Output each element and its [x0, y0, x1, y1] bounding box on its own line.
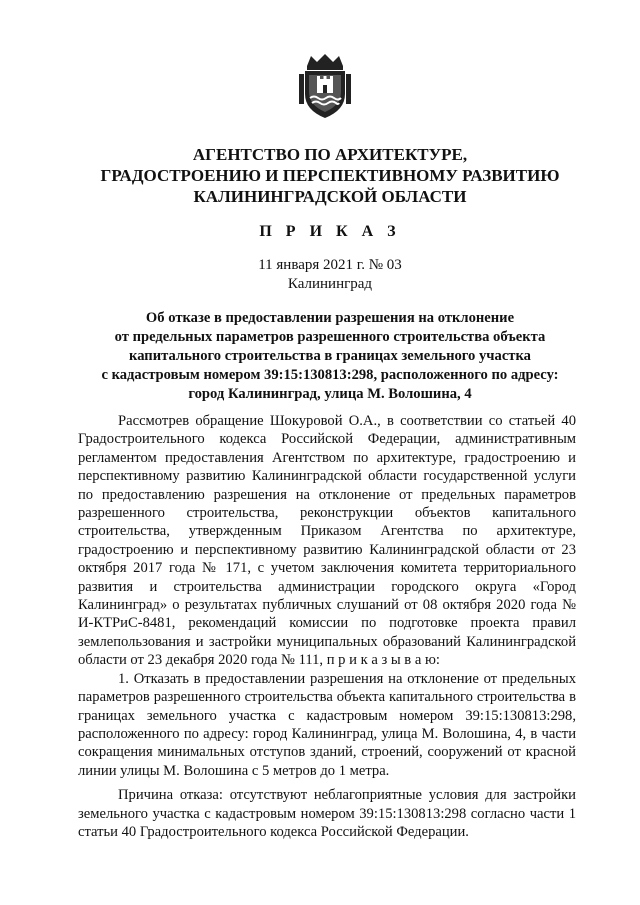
title-line: от предельных параметров разрешенного строительства объекта: [114, 329, 546, 345]
preamble-text: Рассмотрев обращение Шокуровой О.А., в соответствии со статьей 40 Градостроительного кодекса Российской Федерации, административным регламентом предоставления Агентством по архитектуре, градостроению и перспективному развитию Калининградской области государственной услуги по предоставлению разрешения на отклонение от предельных параметров разрешенного строительства, реконструкции объектов капитального строительства, утвержденным Приказом Агентства по архитектуре, градостроению и перспективному развитию Калининградской области от 23 октября 2017 года № 171, с учетом заключения комитета территориального развития и строительства администрации городского округа «Город Калининград» о результатах публичных слушаний от 08 октября 2020 года № И-КТРиС-8481, рекомендаций комиссии по подготовке проекта правил землепользования и застройки муниципальных образований Калининградской области от 23 декабря 2020 года № 111,: [78, 413, 576, 669]
paragraph-reason: Причина отказа: отсутствуют неблагоприятные условия для застройки земельного участка с кадастровым номером 39:15:130813:298 согласно части 1 статьи 40 Градостроительного кодекса Российской Федерации.: [78, 787, 576, 840]
title-line: Об отказе в предоставлении разрешения на отклонение: [145, 310, 515, 326]
agency-line: ГРАДОСТРОЕНИЮ И ПЕРСПЕКТИВНОМУ РАЗВИТИЮ: [100, 166, 560, 185]
date-block: [60, 256, 600, 294]
doc-type: П Р И К А З: [259, 223, 401, 240]
coat-of-arms-icon: [297, 52, 353, 120]
order-word: п р и к а з ы в а ю:: [326, 652, 440, 669]
title-line: капитального строительства в границах земельного участка: [129, 348, 531, 364]
paragraph-preamble: [78, 412, 576, 670]
document-body: [78, 412, 576, 841]
title-line: город Калининград, улица М. Волошина, 4: [188, 386, 472, 402]
document-title: [60, 309, 600, 404]
date-number: 11 января 2021 г. № 03: [258, 257, 402, 273]
title-line: с кадастровым номером 39:15:130813:298, расположенного по адресу:: [101, 367, 559, 383]
agency-name: [60, 144, 600, 207]
paragraph-item-1: 1. Отказать в предоставлении разрешения на отклонение от предельных параметров разрешенного строительства объекта капитального строительства в границах земельного участка с кадастровым номером 39:15:130813:298, расположенного по адресу: город Калининград, улица М. Волошина, 4, в части сокращения минимальных отступов зданий, строений, сооружений от красной линии улицы М. Волошина с 5 метров до 1 метра.: [78, 670, 576, 779]
agency-line: КАЛИНИНГРАДСКОЙ ОБЛАСТИ: [193, 187, 467, 206]
city: Калининград: [287, 276, 373, 292]
agency-line: АГЕНТСТВО ПО АРХИТЕКТУРЕ,: [192, 145, 468, 164]
